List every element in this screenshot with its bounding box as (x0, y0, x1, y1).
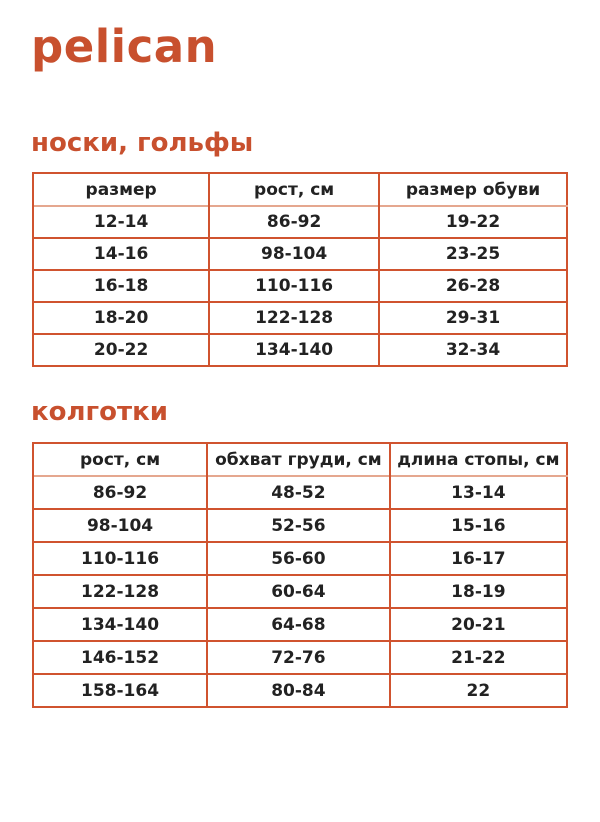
table-cell: 110-116 (209, 270, 379, 302)
table-row (33, 608, 567, 641)
table-cell: 86-92 (209, 206, 379, 238)
table-cell: 20-22 (33, 334, 209, 366)
table-row (33, 509, 567, 542)
table-cell: 22 (390, 674, 567, 707)
table-cell: 64-68 (207, 608, 390, 641)
table-header-row (33, 443, 567, 476)
table-cell: 29-31 (379, 302, 567, 334)
table-cell: 12-14 (33, 206, 209, 238)
table-cell: 122-128 (33, 575, 207, 608)
table-cell: 19-22 (379, 206, 567, 238)
table-cell: 13-14 (390, 476, 567, 509)
table-row (33, 641, 567, 674)
table-cell: 60-64 (207, 575, 390, 608)
table-cell: 56-60 (207, 542, 390, 575)
table-cell: 86-92 (33, 476, 207, 509)
table-cell: 16-18 (33, 270, 209, 302)
column-header: рост, см (209, 173, 379, 206)
table-cell: 15-16 (390, 509, 567, 542)
table-row (33, 575, 567, 608)
column-header: обхват груди, см (207, 443, 390, 476)
table-cell: 98-104 (33, 509, 207, 542)
column-header: размер (33, 173, 209, 206)
table-cell: 146-152 (33, 641, 207, 674)
size-table-tights (32, 442, 568, 708)
column-header: размер обуви (379, 173, 567, 206)
table-cell: 158-164 (33, 674, 207, 707)
table-cell: 134-140 (33, 608, 207, 641)
column-header: длина стопы, см (390, 443, 567, 476)
section-title-tights: колготки (31, 397, 168, 428)
size-table-socks (32, 172, 568, 367)
table-row (33, 302, 567, 334)
table-header-row (33, 173, 567, 206)
table-row (33, 542, 567, 575)
table-cell: 23-25 (379, 238, 567, 270)
section-title-socks: носки, гольфы (31, 127, 254, 158)
table-cell: 26-28 (379, 270, 567, 302)
table-cell: 21-22 (390, 641, 567, 674)
table-row (33, 270, 567, 302)
table-row (33, 674, 567, 707)
table-cell: 72-76 (207, 641, 390, 674)
table-cell: 80-84 (207, 674, 390, 707)
table-cell: 98-104 (209, 238, 379, 270)
table-row (33, 238, 567, 270)
table-cell: 32-34 (379, 334, 567, 366)
table-row (33, 206, 567, 238)
table-cell: 18-19 (390, 575, 567, 608)
table-cell: 48-52 (207, 476, 390, 509)
table-cell: 16-17 (390, 542, 567, 575)
table-cell: 14-16 (33, 238, 209, 270)
table-cell: 134-140 (209, 334, 379, 366)
table-row (33, 476, 567, 509)
table-cell: 52-56 (207, 509, 390, 542)
table-row (33, 334, 567, 366)
table-cell: 122-128 (209, 302, 379, 334)
brand-logo: pelican (31, 20, 218, 73)
table-cell: 20-21 (390, 608, 567, 641)
table-cell: 110-116 (33, 542, 207, 575)
column-header: рост, см (33, 443, 207, 476)
table-cell: 18-20 (33, 302, 209, 334)
